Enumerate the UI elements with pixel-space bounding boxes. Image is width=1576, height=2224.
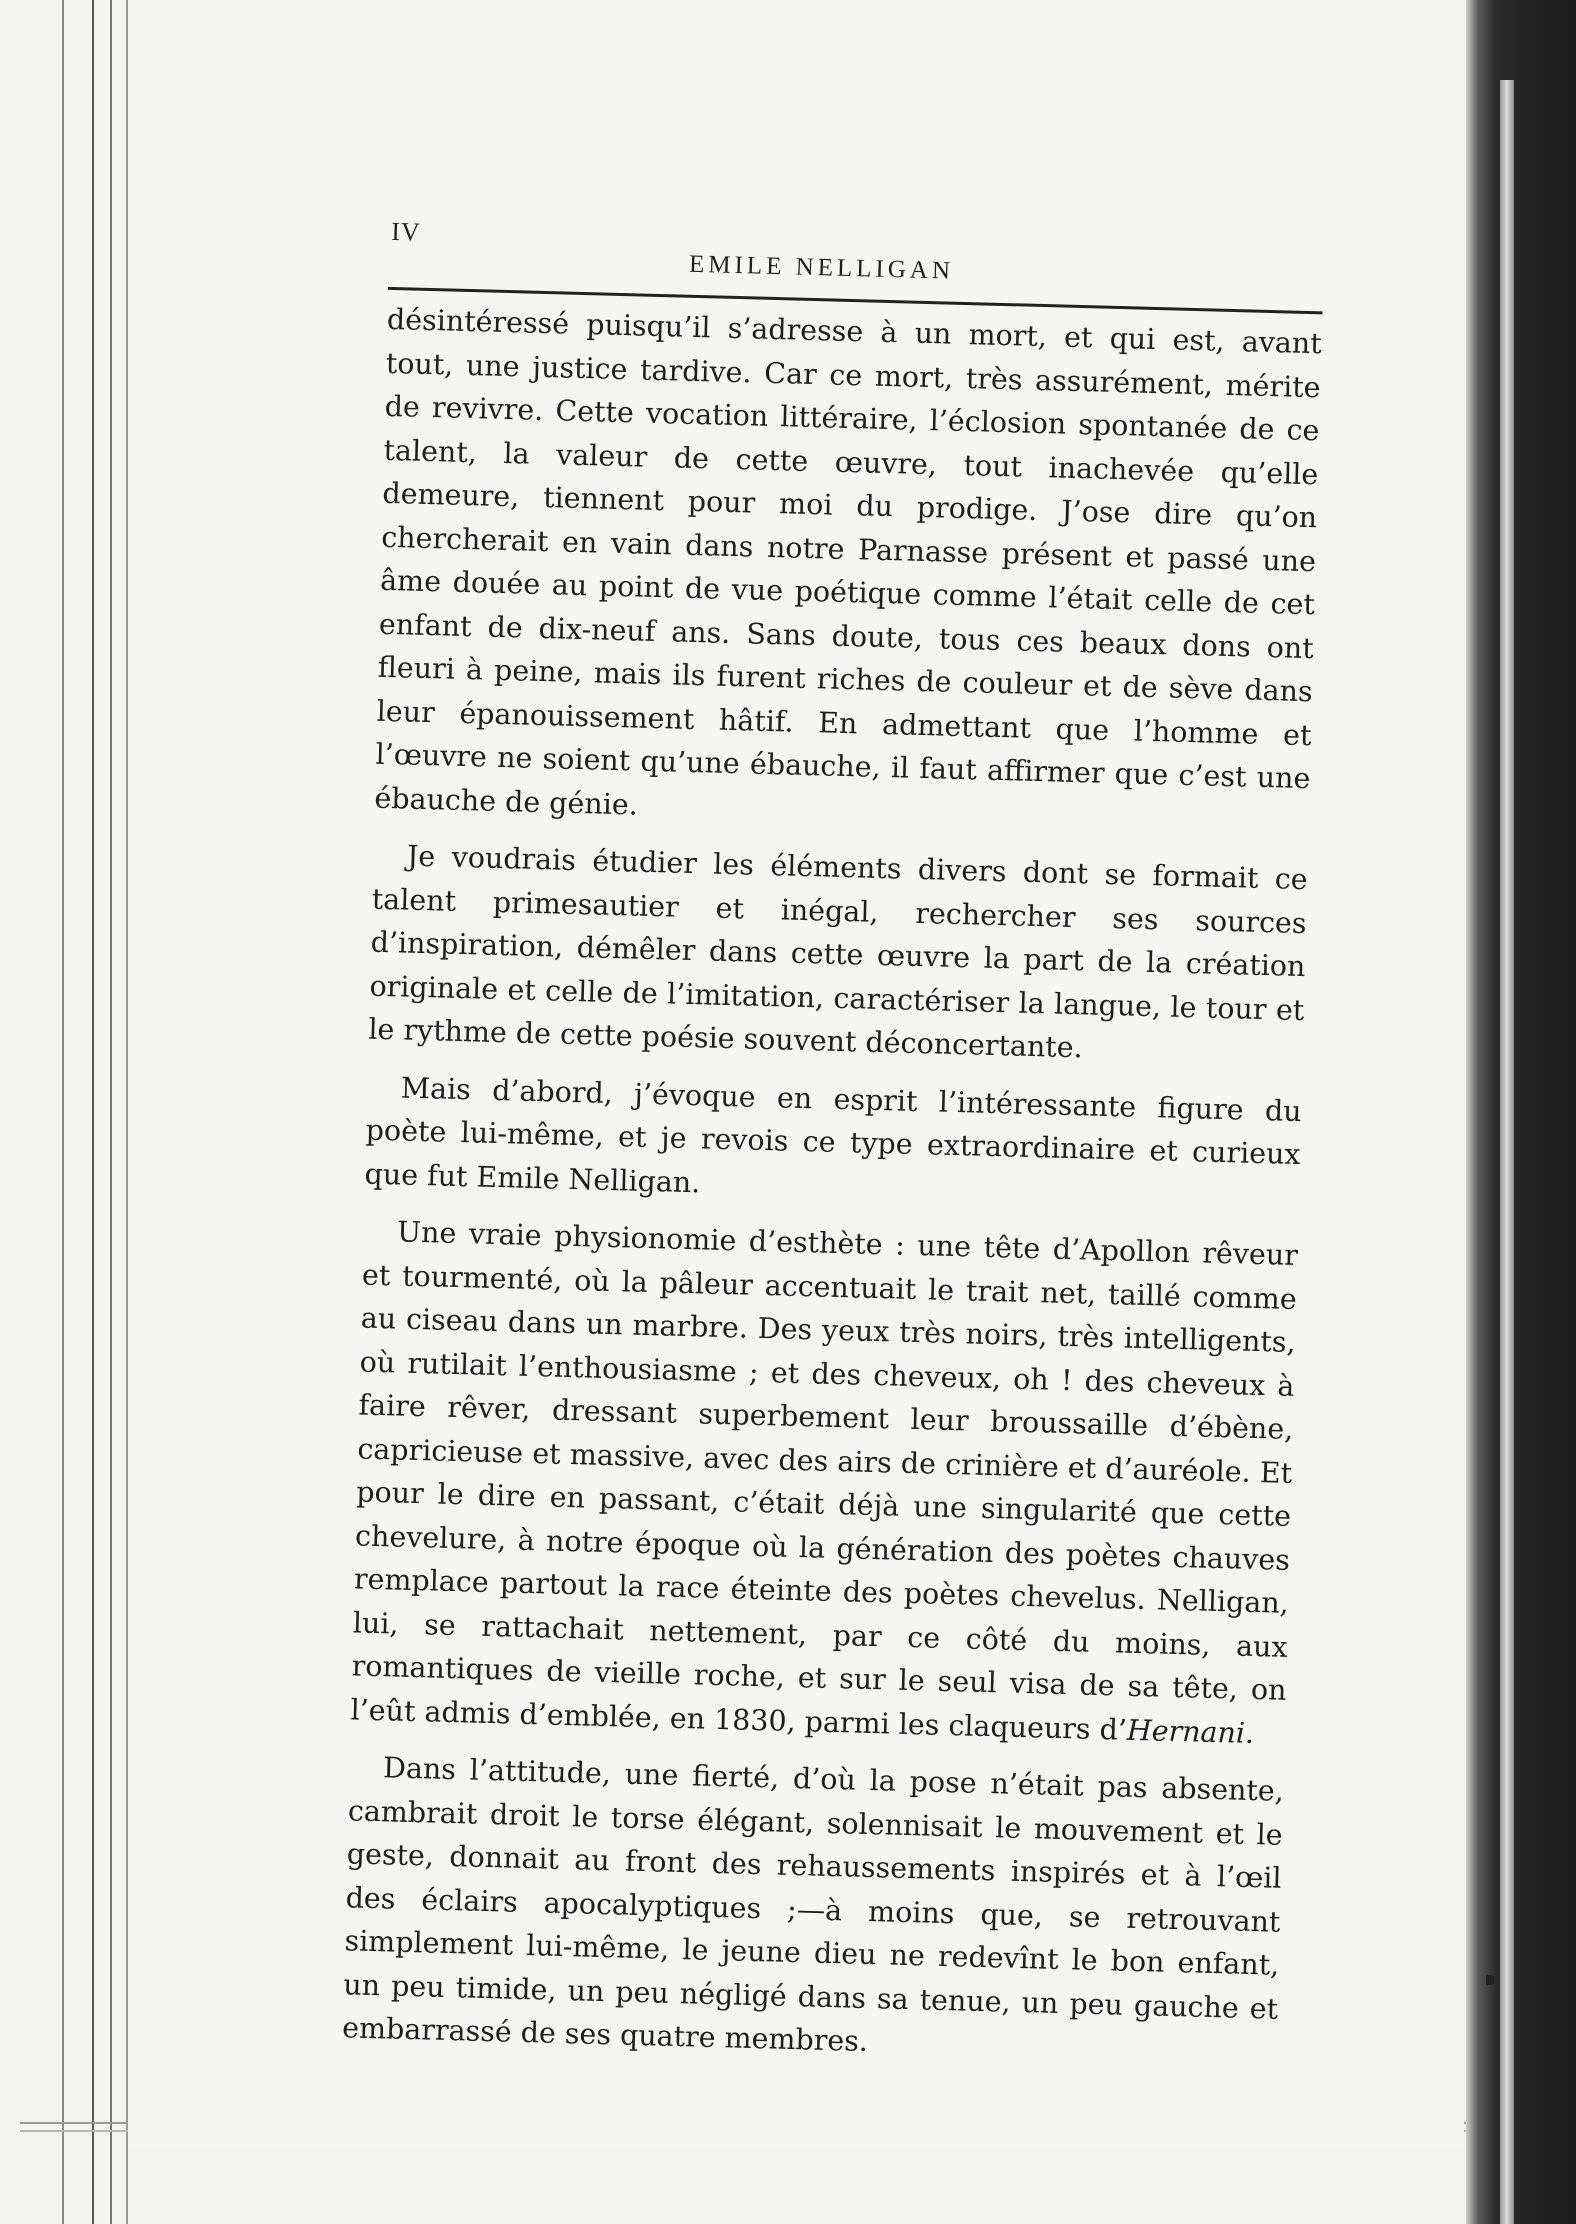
paragraph: Dans l’attitude, une fierté, d’où la pose n’était pas absente, cambrait droit le torse élégant, solennisait le mouvement et le geste, donnait au front des rehaussements inspirés et à l’œil des éclairs apocalyptiques ;—à moins que, se retrouvant simplement lui-même, le jeune dieu ne redevînt le bon enfant, un peu timide, un peu négligé dans sa tenue, un peu gauche et embarrassé de ses quatre membres. [341,1751,1285,2059]
paragraph: désintéressé puisqu’il s’adresse à un mort, et qui est, avant tout, une justice tardive. Car ce mort, très assurément, mérite de revivre. Cette vocation littéraire, l’éclosion spontanée de ce talent, la valeur de cette œuvre, tout inachevée qu’elle demeure, tiennent pour moi du prodige. J’ose dire qu’on chercherait en vain dans notre Parnasse présent et passé une âme douée au point de vue poétique comme l’était celle de cet enfant de dix-neuf ans. Sans doute, tous ces beaux dons ont fleuri à peine, mais ils furent riches de couleur et de sève dans leur épanouissement hâtif. En admettant que l’homme et l’œuvre ne soient qu’une ébauche, il faut affirmer que c’est une ébauche de génie. [374,302,1323,822]
book-binding [1466,0,1576,2224]
page-edge [92,0,94,2224]
paragraph-text: Une vraie physionomie d’esthète : une tête d’Apollon rêveur et tourmenté, où la pâleur accentuait le trait net, taillé comme au ciseau dans un marbre. Des yeux très noirs, très intelligents, où rutilait l’enthousiasme ; et des cheveux, oh ! des cheveux à faire rêver, dressant superbement leur broussaille d’ébène, capricieuse et massive, avec des airs de crinière et d’auréole. Et pour le dire en passant, c’était déjà une singularité que cette chevelure, à notre époque où la génération des poètes chauves remplace partout la race éteinte des poètes chevelus. Nelligan, lui, se rattachait nettement, par ce côté du moins, aux romantiques de vieille roche, et sur le seul visa de sa tête, on l’eût admis d’emblée, en 1830, parmi les claqueurs d’ [350,1215,1299,1747]
paragraph: Mais d’abord, j’évoque en esprit l’intéressante figure du poète lui-même, et je revois ce type extraordinaire et curieux que fut Emile Nelligan. [364,1070,1303,1199]
page-edge [110,0,112,2224]
binding-highlight [1500,80,1514,2224]
paragraph: Je voudrais étudier les éléments divers dont se formait ce talent primesautier et inégal, rechercher ses sources d’inspiration, démêler dans cette œuvre la part de la création originale et celle de l’imitation, caractériser la langue, le tour et le rythme de cette poésie souvent déconcertante. [368,839,1309,1065]
ink-smudge [1486,1975,1494,1985]
body-text [342,298,1323,2074]
page-number: IV [390,216,422,247]
italic-title: Hernani. [1126,1713,1255,1750]
running-title: EMILE NELLIGAN [688,250,955,285]
page-edge [62,0,64,2224]
paragraph [350,1210,1298,1756]
page-content [269,205,1327,2088]
